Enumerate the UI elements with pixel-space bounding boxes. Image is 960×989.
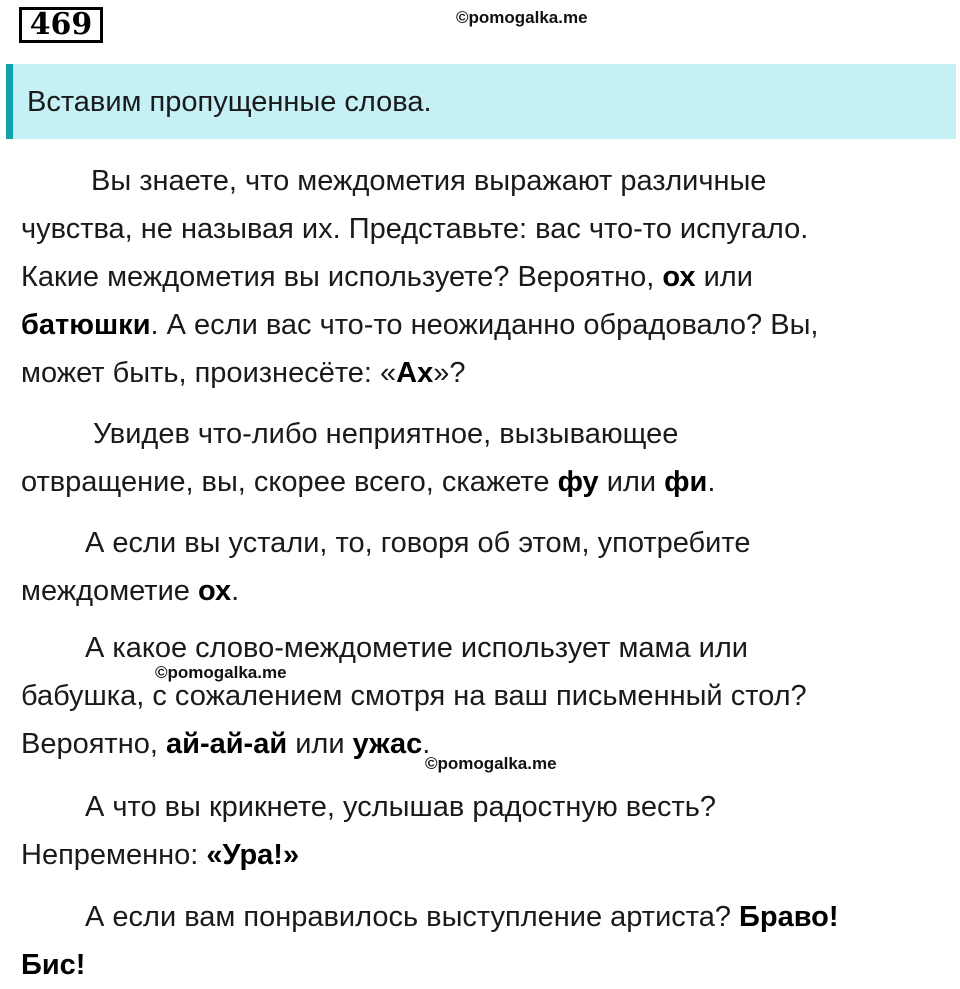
answer-word: фу (557, 466, 599, 498)
paragraph-4 (21, 624, 807, 768)
text-line: А если вам понравилось выступление артиста? Браво! (85, 901, 839, 933)
text-line: А если вы устали, то, говоря об этом, употребите (85, 527, 751, 559)
answer-word: Бис! (21, 949, 86, 981)
watermark: ©pomogalka.me (425, 754, 557, 773)
instruction-text: Вставим пропущенные слова. (27, 86, 432, 118)
answer-word: фи (664, 466, 708, 498)
text-line: Непременно: «Ура!» (21, 839, 300, 871)
watermark: ©pomogalka.me (155, 663, 287, 682)
text-line: Вы знаете, что междометия выражают различные (91, 165, 767, 197)
text-line: может быть, произнесёте: «Ах»? (21, 357, 466, 389)
text-line: А что вы крикнете, услышав радостную весть? (85, 791, 716, 823)
answer-word: ох (662, 261, 696, 293)
text-line: Вероятно, ай-ай-ай или ужас. (21, 728, 431, 760)
watermark: ©pomogalka.me (456, 8, 588, 27)
text-line: чувства, не называя их. Представьте: вас что-то испугало. (21, 213, 809, 245)
text-line: междометие ох. (21, 575, 240, 607)
text-line: А какое слово-междометие использует мама или (85, 632, 748, 664)
paragraph-6 (21, 893, 839, 989)
text-line: Увидев что-либо неприятное, вызывающее (93, 418, 679, 450)
text-line (21, 941, 839, 989)
text-line: отвращение, вы, скорее всего, скажете фу или фи. (21, 466, 716, 498)
text-line: батюшки. А если вас что-то неожиданно обрадовало? Вы, (21, 309, 819, 341)
task-number: 469 (19, 7, 103, 43)
answer-word: Ах (396, 357, 434, 389)
answer-word: Браво! (739, 901, 839, 933)
paragraph-2 (21, 410, 715, 506)
text-line: Какие междометия вы используете? Вероятно, ох или (21, 261, 753, 293)
paragraph-1 (21, 157, 818, 397)
instruction-banner (6, 64, 956, 139)
answer-word: ай-ай-ай (165, 728, 288, 760)
answer-word: «Ура!» (206, 839, 300, 871)
paragraph-5 (21, 783, 716, 879)
answer-word: батюшки (21, 309, 151, 341)
text-line: бабушка, с сожалением смотря на ваш письменный стол? (21, 680, 807, 712)
answer-word: ужас (352, 728, 423, 760)
answer-word: ох (197, 575, 232, 607)
paragraph-3 (21, 519, 750, 615)
